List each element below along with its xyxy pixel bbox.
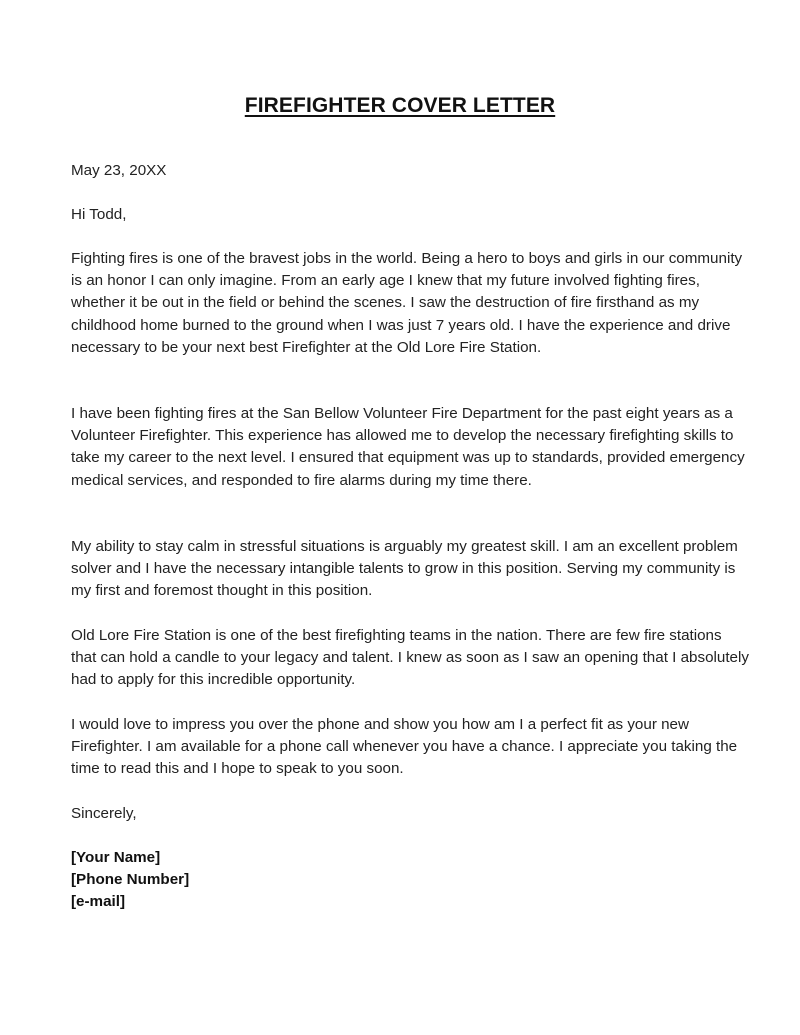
signature-block — [71, 847, 189, 914]
paragraph-introduction: Fighting fires is one of the bravest jobs in the world. Being a hero to boys and girls in our community is an honor I can only imagine. From an early age I knew that my future involved fighting fires, whether it be out in the field or behind the scenes. I saw the destruction of fire firsthand as my childhood home burned to the ground when I was just 7 years old. I have the experience and drive necessary to be your next best Firefighter at the Old Lore Fire Station. — [71, 250, 743, 356]
paragraph-station: Old Lore Fire Station is one of the best firefighting teams in the nation. There are few fire stations that can hold a candle to your legacy and talent. I knew as soon as I saw an opening that I absolutely had to apply for this incredible opportunity. — [71, 627, 749, 689]
signature-email: [e-mail] — [71, 893, 126, 911]
signature-name: [Your Name] — [71, 849, 161, 866]
letter-closing: Sincerely, — [71, 805, 137, 822]
paragraph-experience: I have been fighting fires at the San Bellow Volunteer Fire Department for the past eight years as a Volunteer Firefighter. This experience has allowed me to develop the necessary firefighting skills to take my career to the next level. I ensured that equipment was up to standards, provided emergency medical services, and responded to fire alarms during my time there. — [71, 405, 745, 489]
page-title: FIREFIGHTER COVER LETTER — [244, 94, 556, 117]
signature-phone: [Phone Number] — [71, 871, 190, 889]
letter-greeting: Hi Todd, — [71, 206, 127, 223]
paragraph-skills: My ability to stay calm in stressful situations is arguably my greatest skill. I am an excellent problem solver and I have the necessary intangible talents to grow in this position. Serving my community is my first and foremost thought in this position. — [71, 538, 738, 600]
letter-date: May 23, 20XX — [71, 162, 167, 179]
paragraph-call-to-action: I would love to impress you over the phone and show you how am I a perfect fit as your new Firefighter. I am available for a phone call whenever you have a chance. I appreciate you taking the time to read this and I hope to speak to you soon. — [71, 716, 738, 778]
